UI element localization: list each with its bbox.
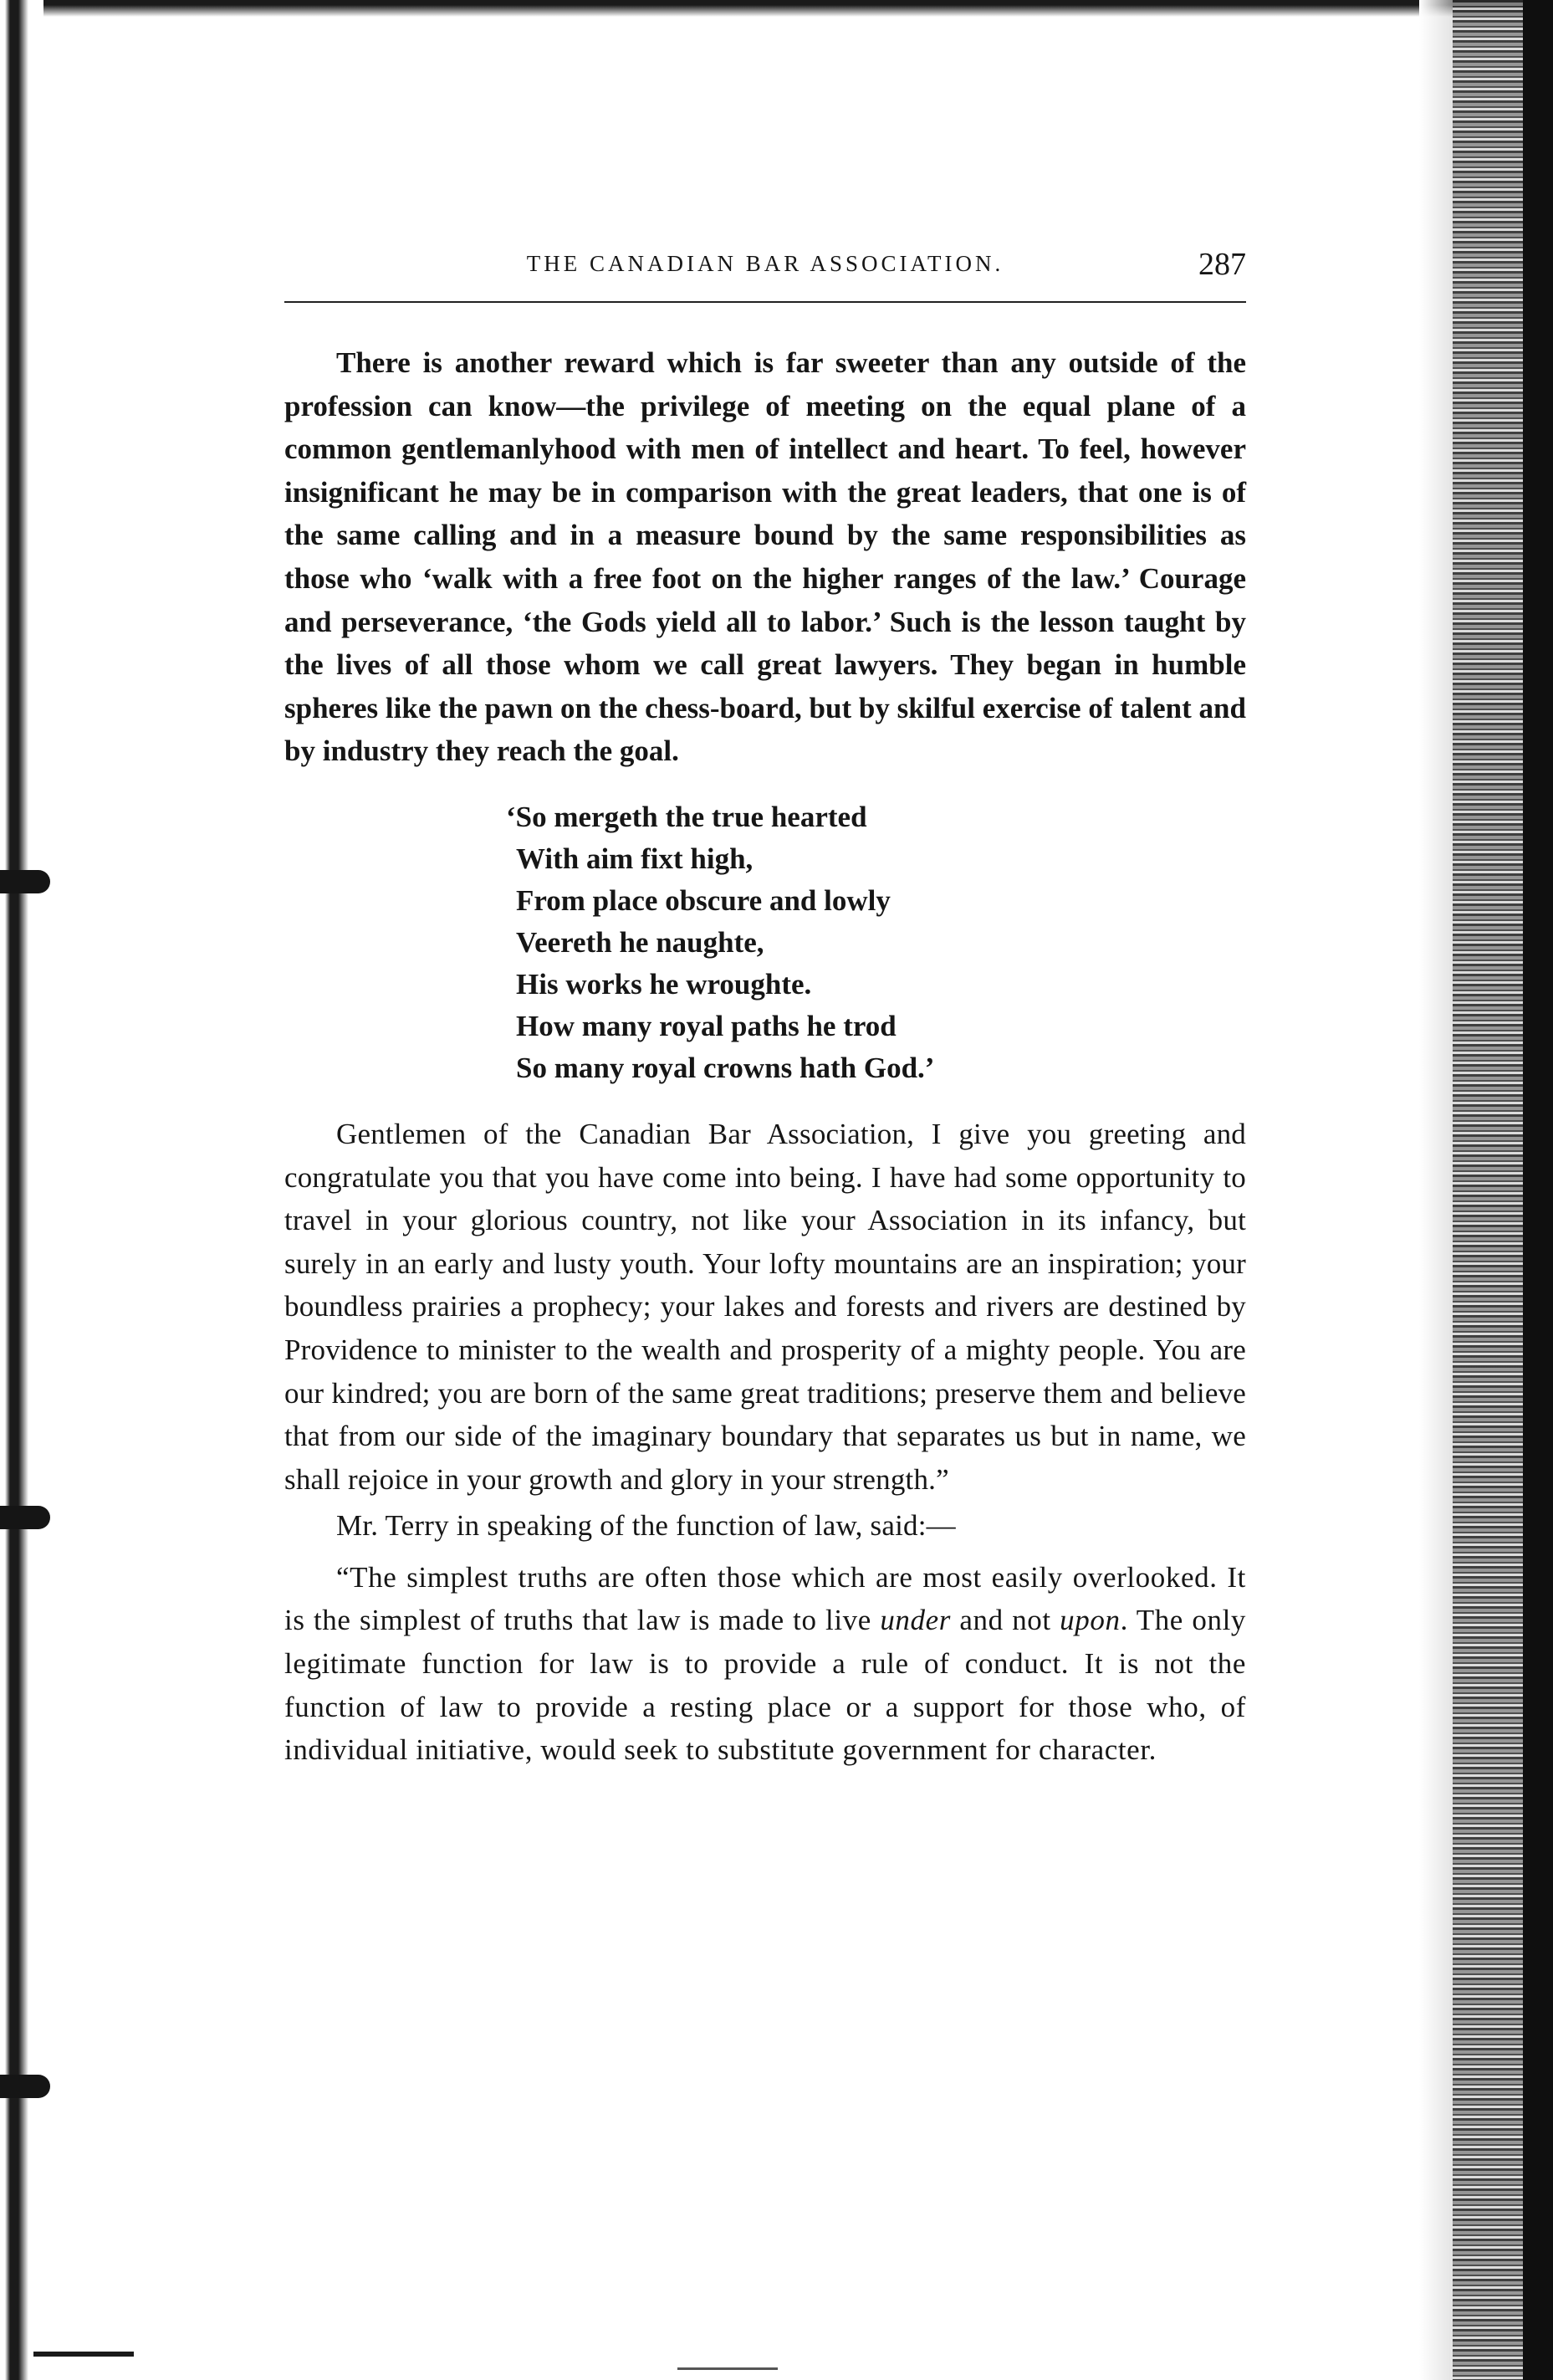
poem-line: His works he wroughte.	[516, 967, 812, 1001]
scan-binding-mark	[0, 2075, 50, 2098]
poem-line: Veereth he naughte,	[516, 925, 764, 959]
running-head	[284, 247, 1246, 301]
poem-line: From place obscure and lowly	[516, 883, 891, 917]
paragraph-terry-intro: Mr. Terry in speaking of the function of law, said:—	[336, 1509, 956, 1543]
page-number: 287	[1198, 247, 1246, 282]
quote-text: and not	[950, 1604, 1060, 1637]
page-body	[284, 247, 1246, 1772]
paragraph-greeting: Gentlemen of the Canadian Bar Association, I give you greeting and congratulate you that you have come into being. I have had some opportunity to travel in your glorious country, not like your Association in its infancy, but surely in an early and lusty youth. Your lofty mountains are an inspiration; your boundless prairies a prophecy; your lakes and forests and rivers are destined by Providence to minister to the wealth and prosperity of a mighty people. You are our kindred; you are born of the same great traditions; preserve them and believe that from our side of the imaginary boundary that separates us but in name, we shall rejoice in your growth and glory in your strength.”	[284, 1117, 1246, 1496]
poem-line: With aim fixt high,	[516, 842, 754, 875]
scan-bottom-mark	[677, 2367, 778, 2370]
scan-bottom-mark	[33, 2352, 134, 2357]
scan-binding-mark	[0, 870, 50, 893]
emphasis-under: under	[880, 1604, 951, 1637]
header-rule	[284, 301, 1246, 303]
paragraph-function-of-law	[284, 1556, 1246, 1772]
paragraph-reward: There is another reward which is far sweeter than any outside of the profession can know—the privilege of meeting on the equal plane of a common gentlemanlyhood with men of intellect and heart. To feel, however insignificant he may be in comparison with the great leaders, that one is of the same calling and in a measure bound by the same responsibilities as those who ‘walk with a free foot on the higher ranges of the law.’ Courage and perseverance, ‘the Gods yield all to labor.’ Such is the lesson taught by the lives of all those whom we call great lawyers. They began in humble spheres like the pawn on the chess-board, but by skilful exercise of talent and by industry they reach the goal.	[284, 346, 1246, 768]
scan-top-edge	[0, 0, 1553, 17]
poem-line: ‘So mergeth the true hearted	[506, 800, 867, 833]
poem	[506, 796, 1246, 1089]
quote-text: . The only legitimate function for law is to provide a rule of conduct. It is not the function of law to provide a resting place or a support for those who, of individual initiative, would seek to substitute government for character.	[284, 1604, 1246, 1767]
running-title: THE CANADIAN BAR ASSOCIATION.	[526, 251, 1004, 276]
emphasis-upon: upon	[1060, 1604, 1121, 1637]
scan-binding-mark	[0, 1506, 50, 1529]
poem-line: So many royal crowns hath God.’	[516, 1051, 935, 1084]
scan-right-border	[1523, 0, 1553, 2380]
poem-line: How many royal paths he trod	[516, 1009, 897, 1042]
scan-left-edge	[0, 0, 43, 2380]
quote-text: “The simplest truths are often those which are most easily overlooked. It is the simplest of truths that law is made to live	[284, 1560, 1246, 1637]
scan-right-shadow	[1419, 0, 1453, 2380]
